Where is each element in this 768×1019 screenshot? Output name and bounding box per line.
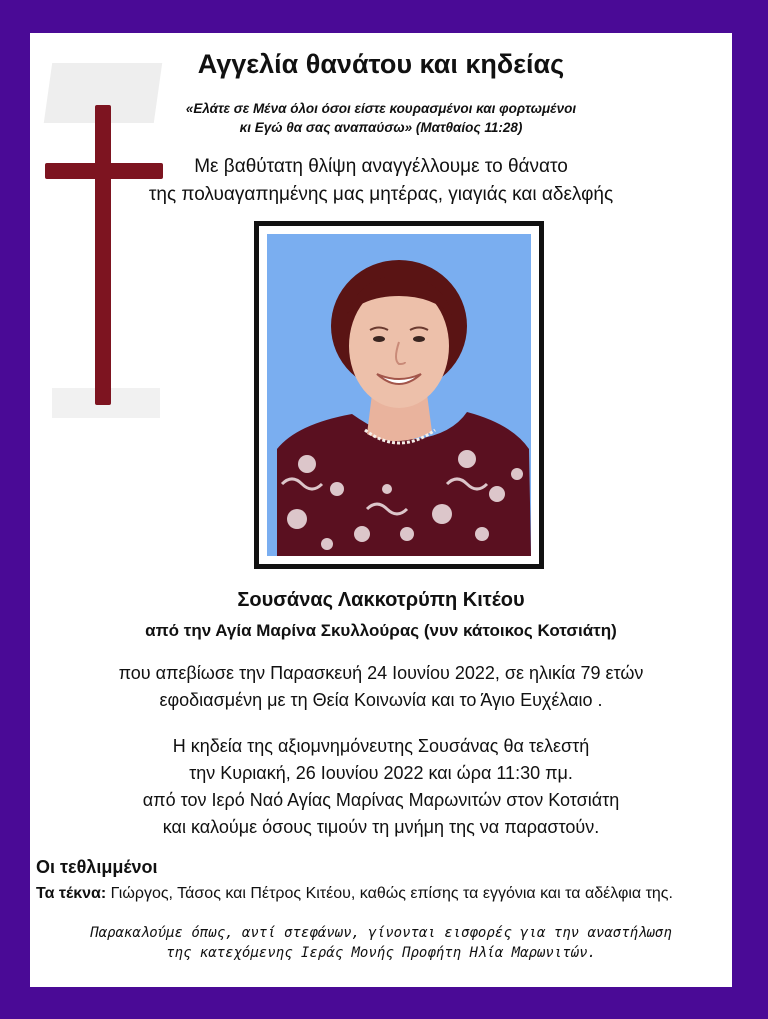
announcement-sheet [30,33,732,987]
funeral-line-2: την Κυριακή, 26 Ιουνίου 2022 και ώρα 11:30 πμ. [189,763,573,783]
intro-text [30,153,732,209]
donation-note [30,923,732,963]
portrait-frame [254,221,544,569]
mourners-list [36,885,673,903]
death-line-2: εφοδιασμένη με τη Θεία Κοινωνία και το Άγιο Ευχέλαιο . [159,690,603,710]
page-title: Αγγελία θανάτου και κηδείας [197,49,565,79]
portrait-photo [267,234,531,556]
cross-vertical-beam [95,105,111,405]
intro-line-1: Με βαθύτατη θλίψη αναγγέλλουμε το θάνατο [194,156,568,177]
deceased-origin: από την Αγία Μαρίνα Σκυλλούρας (νυν κάτοικος Κοτσιάτη) [145,621,617,640]
donation-line-2: της κατεχόμενης Ιεράς Μονής Προφήτη Ηλία Μαρωνιτών. [166,945,596,961]
donation-line-1: Παρακαλούμε όπως, αντί στεφάνων, γίνονται εισφορές για την αναστήλωση [90,925,672,941]
verse-line-2: κι Εγώ θα σας αναπαύσω» (Ματθαίος 11:28) [239,120,523,135]
mourners-label: Τα τέκνα: [36,885,107,902]
intro-line-2: της πολυαγαπημένης μας μητέρας, γιαγιάς και αδελφής [148,184,614,205]
deceased-name: Σουσάνας Λακκοτρύπη Κιτέου [237,589,525,611]
funeral-line-3: από τον Ιερό Ναό Αγίας Μαρίνας Μαρωνιτών στον Κοτσιάτη [142,790,620,810]
portrait-illustration [267,234,531,556]
mourners-text: Γιώργος, Τάσος και Πέτρος Κιτέου, καθώς επίσης τα εγγόνια και τα αδέλφια της. [106,885,673,902]
funeral-details [30,733,732,841]
verse-line-1: «Ελάτε σε Μένα όλοι όσοι είστε κουρασμένοι και φορτωμένοι [185,101,577,116]
death-line-1: που απεβίωσε την Παρασκευή 24 Ιουνίου 2022, σε ηλικία 79 ετών [118,663,644,683]
mourners-heading: Οι τεθλιμμένοι [36,857,158,877]
death-details [30,660,732,714]
funeral-line-4: και καλούμε όσους τιμούν τη μνήμη της να παραστούν. [162,817,600,837]
bible-verse [30,99,732,137]
funeral-line-1: Η κηδεία της αξιομνημόνευτης Σουσάνας θα τελεστή [172,736,590,756]
